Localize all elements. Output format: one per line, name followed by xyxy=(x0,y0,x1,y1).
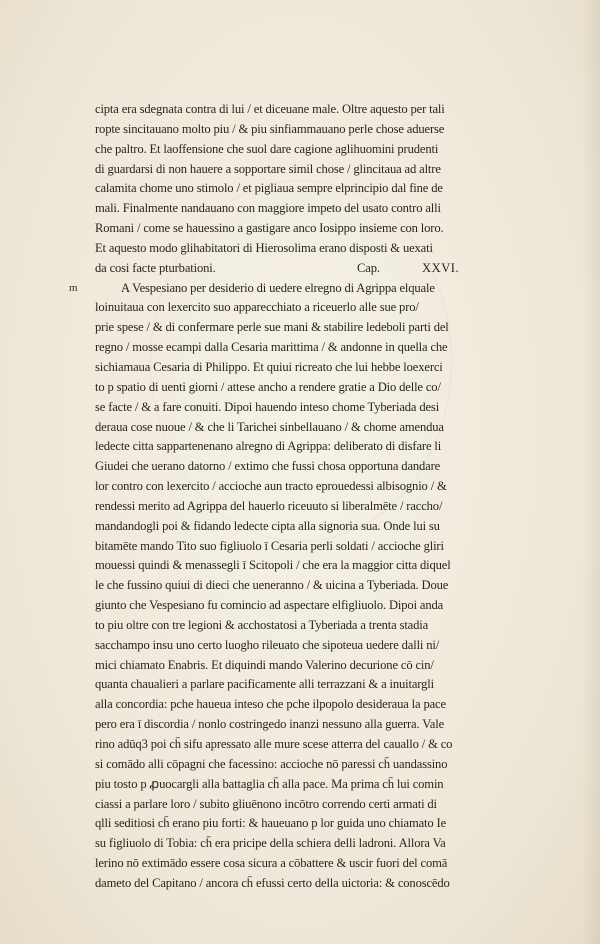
chapter-label: Cap. xyxy=(357,260,380,275)
text-line: lerino nō extimādo essere cosa sicura a cōbattere & uscir fuori del comā xyxy=(95,856,448,871)
text-line: piu tosto p ꝓuocargli alla battaglia ch̄ alla pace. Ma prima ch̄ lui comin xyxy=(95,776,444,791)
text-line: le che fussino quiui di dieci che ueneranno / & uicina a Tyberiada. Doue xyxy=(95,578,449,593)
text-line: mouessi quindi & menassegli ī Scitopoli / che era la maggior citta diquel xyxy=(95,558,451,573)
text-line: bitamēte mando Tito suo figliuolo ī Cesaria perli soldati / accioche gliri xyxy=(95,538,444,553)
text-line: Romani / come se hauessino a gastigare anco Iosippo insieme con loro. xyxy=(95,221,444,236)
text-line: mici chiamato Enabris. Et diquindi mando Valerino decurione cō cin/ xyxy=(95,657,434,672)
text-line: giunto che Vespesiano fu comincio ad aspectare elfigliuolo. Dipoi anda xyxy=(95,598,444,613)
text-line: alla concordia: pche haueua inteso che pche ilpopolo desideraua la pace xyxy=(95,697,446,712)
chapter-line-text: da cosi facte pturbationi. xyxy=(95,260,216,275)
text-line: Et aquesto modo glihabitatori di Hierosolima erano disposti & uexati xyxy=(95,240,433,255)
text-line: sichiamaua Cesaria di Philippo. Et quiui ricreato che lui hebbe loexerci xyxy=(95,359,443,374)
text-line: quanta chaualieri a parlare pacificamente alli terrazzani & a inuitargli xyxy=(95,677,434,692)
text-line: regno / mosse ecampi dalla Cesaria marittima / & andonne in quella che xyxy=(95,340,448,355)
page-edge-shadow xyxy=(582,0,600,944)
text-line: rendessi merito ad Agrippa del hauerlo riceuuto si liberalmēte / raccho/ xyxy=(95,498,443,513)
text-line: deraua cose nuoue / & che li Tarichei sinbellauano / & chome amendua xyxy=(95,419,444,434)
text-line: prie spese / & di confermare perle sue mani & stabilire ledeboli parti del xyxy=(95,320,449,335)
text-line: ledecte citta sappartenenano alregno di Agrippa: deliberato di disfare li xyxy=(95,439,442,454)
chapter-first-line xyxy=(69,279,555,299)
text-line: ropte sincitauano molto piu / & piu sinfiammauano perle chose aduerse xyxy=(95,121,445,136)
text-line: che paltro. Et laoffensione che suol dare cagione aglihuomini prudenti xyxy=(95,141,439,156)
chapter-first-line-text: A Vespesiano per desiderio di uedere elregno di Agrippa elquale xyxy=(121,280,435,295)
text-line: mali. Finalmente nandauano con maggiore impeto del usato contro alli xyxy=(95,201,441,216)
text-column xyxy=(69,100,555,894)
text-line: su figliuolo di Tobia: ch̄ era pricipe della schiera delli ladroni. Allora Va xyxy=(95,836,446,851)
text-line: qlli seditiosi ch̄ erano piu forti: & haueuano p lor guida uno chiamato Ie xyxy=(95,816,447,831)
text-line: sacchampo insu uno certo luogho rileuato che sipoteua uedere dalli ni/ xyxy=(95,637,440,652)
text-line: si comādo alli cōpagni che facessino: accioche nō paressi ch̄ uandassino xyxy=(95,756,448,771)
text-line: to piu oltre con tre legioni & acchostatosi a Tyberiada a trenta stadia xyxy=(95,617,429,632)
chapter-heading-line xyxy=(95,259,555,279)
text-line: Giudei che uerano datorno / extimo che fussi chosa opportuna dandare xyxy=(95,459,441,474)
text-line: to p spatio di uenti giorni / attese ancho a rendere gratie a Dio delle co/ xyxy=(95,379,441,394)
text-line: calamita chome uno stimolo / et pigliaua sempre elprincipio dal fine de xyxy=(95,181,443,196)
text-line: mandandogli poi & fidando ledecte cipta alla signoria sua. Onde lui su xyxy=(95,518,440,533)
text-line: dameto del Capitano / ancora ch̄ efussi certo della uictoria: & conoscēdo xyxy=(95,875,450,890)
text-line: ciassi a parlare loro / subito gliuēnono incōtro correndo certi armati di xyxy=(95,796,437,811)
text-line: cipta era sdegnata contra di lui / et diceuane male. Oltre aquesto per tali xyxy=(95,102,445,116)
margin-note: m xyxy=(69,281,78,294)
text-line: rino adūq3 poi ch̄ sifu apressato alle mure scese atterra del cauallo / & co xyxy=(95,737,453,751)
text-line: loinuitaua con lexercito suo apparecchiato a riceuerlo alle sue pro/ xyxy=(95,300,419,315)
text-line: se facte / & a fare conuiti. Dipoi hauendo inteso chome Tyberiada desi xyxy=(95,399,440,414)
text-line: pero era ī discordia / nonlo costringedo inanzi nessuno alla guerra. Vale xyxy=(95,717,445,732)
text-line: di guardarsi di non hauere a sopportare simil chose / glincitaua ad altre xyxy=(95,161,441,176)
text-line: lor contro con lexercito / accioche aun tracto eprouedessi albisognio / & xyxy=(95,479,447,494)
chapter-number: XXVI. xyxy=(422,260,460,275)
